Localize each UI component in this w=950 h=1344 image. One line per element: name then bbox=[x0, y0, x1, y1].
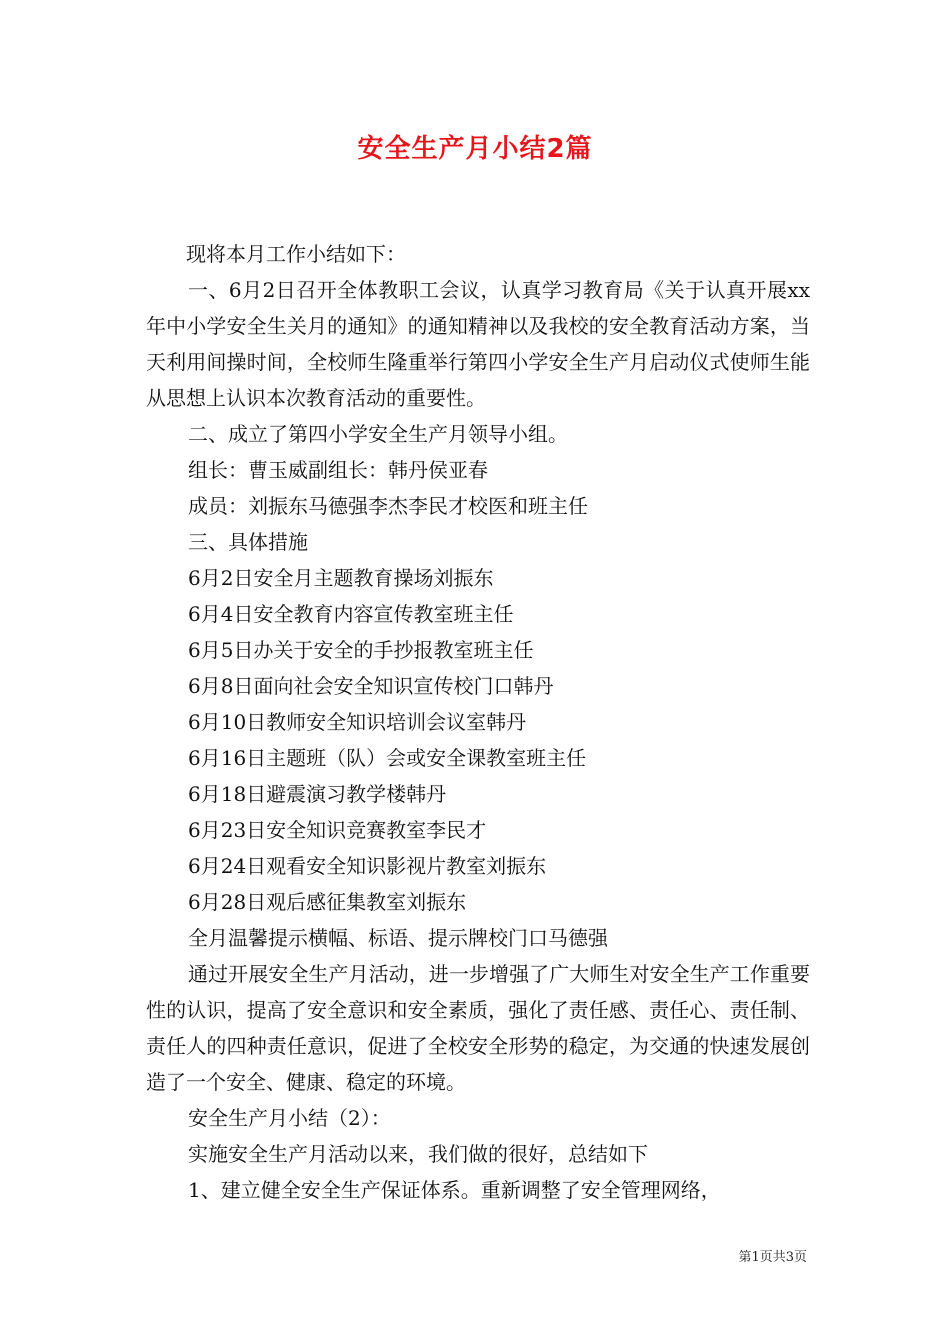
schedule-item: 6月8日面向社会安全知识宣传校门口韩丹 bbox=[188, 674, 554, 698]
paragraph-section-2: 二、成立了第四小学安全生产月领导小组。 bbox=[188, 422, 568, 446]
paragraph-conclusion: 通过开展安全生产月活动，进一步增强了广大师生对安全生产工作重要性的认识，提高了安全意识和安全素质，强化了责任感、责任心、责任制、责任人的四种责任意识，促进了全校安全形势的稳定，为交通的快速发展创造了一个安全、健康、稳定的环境。 bbox=[146, 962, 810, 1094]
schedule-item: 全月温馨提示横幅、标语、提示牌校门口马德强 bbox=[188, 926, 608, 950]
schedule-item: 6月23日安全知识竞赛教室李民才 bbox=[188, 818, 487, 842]
paragraph-section-3: 三、具体措施 bbox=[188, 530, 308, 554]
schedule-item: 6月4日安全教育内容宣传教室班主任 bbox=[188, 602, 514, 626]
schedule-item: 6月24日观看安全知识影视片教室刘振东 bbox=[188, 854, 547, 878]
paragraph-item-1: 1、建立健全安全生产保证体系。重新调整了安全管理网络， bbox=[188, 1178, 721, 1202]
schedule-item: 6月5日办关于安全的手抄报教室班主任 bbox=[188, 638, 534, 662]
paragraph-intro: 现将本月工作小结如下： bbox=[186, 242, 406, 266]
schedule-item: 6月18日避震演习教学楼韩丹 bbox=[188, 782, 447, 806]
page-number: 第1页共3页 bbox=[738, 1250, 807, 1265]
schedule-item: 6月16日主题班（队）会或安全课教室班主任 bbox=[188, 746, 587, 770]
paragraph-leader: 组长：曹玉威副组长：韩丹侯亚春 bbox=[188, 458, 488, 482]
paragraph-section-1: 一、6月2日召开全体教职工会议，认真学习教育局《关于认真开展xx年中小学安全生关月的通知》的通知精神以及我校的安全教育活动方案，当天利用间操时间，全校师生隆重举行第四小学安全生产月启动仪式使师生能从思想上认识本次教育活动的重要性。 bbox=[146, 278, 810, 410]
schedule-item: 6月10日教师安全知识培训会议室韩丹 bbox=[188, 710, 527, 734]
paragraph-subtitle-2: 安全生产月小结（2）： bbox=[188, 1106, 391, 1130]
paragraph-members: 成员：刘振东马德强李杰李民才校医和班主任 bbox=[188, 494, 588, 518]
document-title: 安全生产月小结2篇 bbox=[357, 134, 593, 164]
schedule-item: 6月28日观后感征集教室刘振东 bbox=[188, 890, 467, 914]
paragraph-summary-intro: 实施安全生产月活动以来，我们做的很好，总结如下 bbox=[188, 1142, 648, 1166]
document-body bbox=[146, 236, 810, 1208]
schedule-item: 6月2日安全月主题教育操场刘振东 bbox=[188, 566, 494, 590]
